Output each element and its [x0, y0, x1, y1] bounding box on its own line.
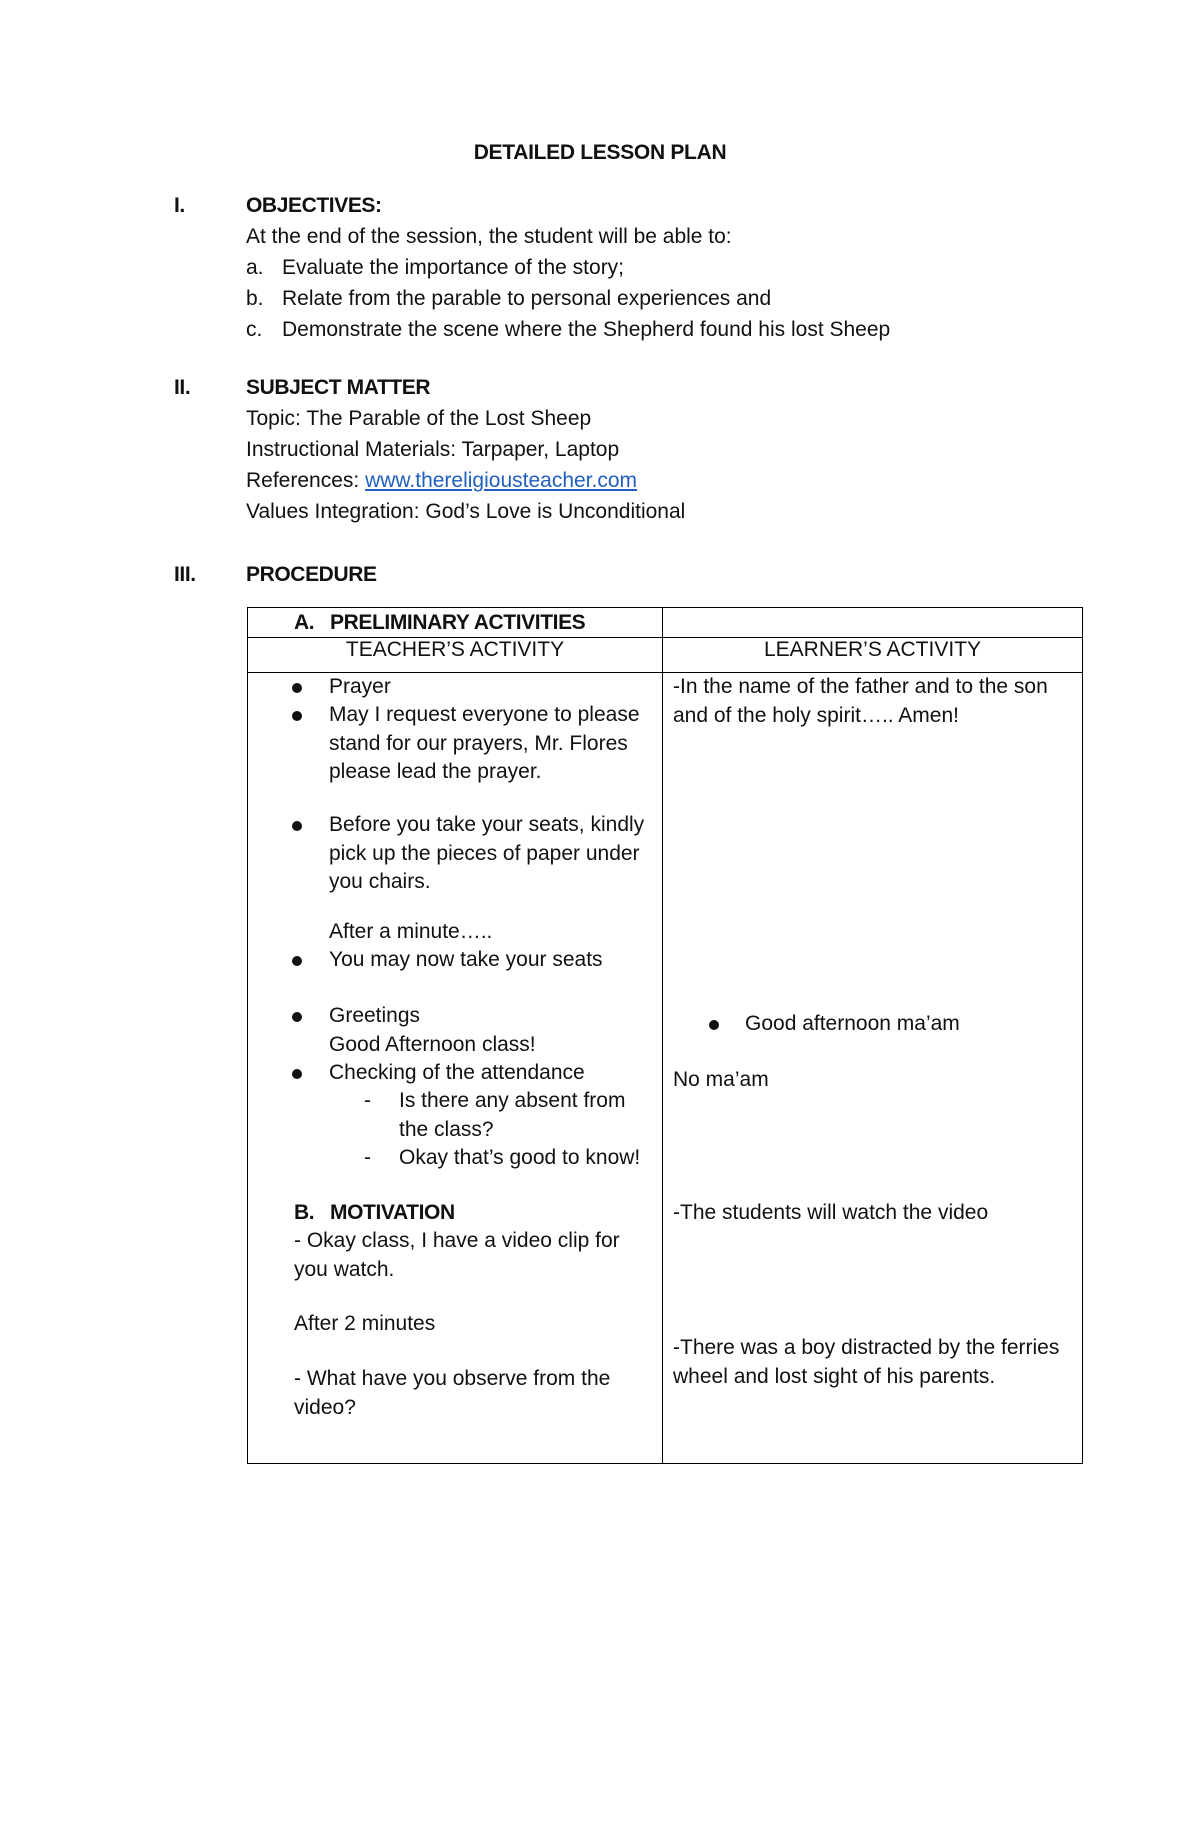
- empty-cell: [663, 608, 1083, 638]
- bullet-icon: [292, 821, 302, 831]
- learner-activity-cell: [663, 673, 1083, 1464]
- objective-item: a. Evaluate the importance of the story;: [246, 256, 625, 279]
- section-a-header: A. PRELIMINARY ACTIVITIES: [248, 608, 663, 638]
- table-row: [248, 673, 1083, 1464]
- bullet-icon: [292, 1069, 302, 1079]
- teacher-after-minute: After a minute…..: [329, 920, 493, 943]
- learner-observation-answer: -There was a boy distracted by the ferries wheel and lost sight of his parents.: [673, 1336, 1060, 1388]
- teacher-after-2-minutes: After 2 minutes: [294, 1312, 436, 1335]
- teacher-observe-question: - What have you observe from the video?: [294, 1367, 611, 1419]
- bullet-icon: [709, 1020, 719, 1030]
- table-row: [248, 608, 1083, 638]
- teacher-prayer: Prayer: [329, 675, 391, 698]
- teacher-request: May I request everyone to please stand for our prayers, Mr. Flores please lead the prayer.: [329, 703, 640, 783]
- learner-watch-video: -The students will watch the video: [673, 1201, 989, 1224]
- bullet-icon: [292, 956, 302, 966]
- section-numeral: III.: [174, 563, 196, 586]
- teacher-good-to-know: Okay that’s good to know!: [399, 1146, 641, 1169]
- teacher-activity-cell: [248, 673, 663, 1464]
- references-link[interactable]: www.thereligiousteacher.com: [365, 469, 638, 492]
- teacher-attendance: Checking of the attendance: [329, 1061, 585, 1084]
- procedure-table: [247, 607, 1083, 1464]
- references-line: References: www.thereligiousteacher.com: [246, 469, 638, 492]
- document-title: DETAILED LESSON PLAN: [473, 141, 727, 164]
- procedure-heading: PROCEDURE: [246, 563, 377, 586]
- teacher-take-seats: You may now take your seats: [329, 948, 603, 971]
- table-row: [248, 638, 1083, 673]
- objectives-heading: OBJECTIVES:: [246, 194, 382, 217]
- objective-item: b. Relate from the parable to personal experiences and: [246, 287, 772, 310]
- objectives-intro: At the end of the session, the student will be able to:: [246, 225, 732, 248]
- motivation-heading: B. MOTIVATION: [294, 1201, 455, 1224]
- learner-prayer-response: -In the name of the father and to the son and of the holy spirit….. Amen!: [673, 675, 1048, 727]
- learner-column-header: LEARNER’S ACTIVITY: [663, 638, 1083, 673]
- dash-marker: -: [364, 1089, 371, 1112]
- teacher-video-clip: - Okay class, I have a video clip for you watch.: [294, 1229, 620, 1281]
- subject-matter-heading: SUBJECT MATTER: [246, 376, 431, 399]
- bullet-icon: [292, 1012, 302, 1022]
- teacher-greetings: Greetings Good Afternoon class!: [329, 1004, 536, 1056]
- objective-item: c. Demonstrate the scene where the Shepherd found his lost Sheep: [246, 318, 891, 341]
- bullet-icon: [292, 711, 302, 721]
- section-numeral: II.: [174, 376, 191, 399]
- learner-no-maam: No ma’am: [673, 1068, 769, 1091]
- materials-line: Instructional Materials: Tarpaper, Laptop: [246, 438, 620, 461]
- procedure-body: [246, 559, 1046, 590]
- objectives-body: [246, 190, 1046, 345]
- dash-marker: -: [364, 1146, 371, 1169]
- teacher-seats-instruction: Before you take your seats, kindly pick up the pieces of paper under you chairs.: [329, 813, 645, 893]
- section-numeral: I.: [174, 194, 185, 217]
- subject-matter-body: [246, 372, 1046, 527]
- bullet-icon: [292, 683, 302, 693]
- teacher-absent-question: Is there any absent from the class?: [399, 1089, 626, 1141]
- values-line: Values Integration: God’s Love is Unconditional: [246, 500, 686, 523]
- learner-good-afternoon: Good afternoon ma’am: [745, 1012, 960, 1035]
- topic-line: Topic: The Parable of the Lost Sheep: [246, 407, 592, 430]
- teacher-column-header: TEACHER’S ACTIVITY: [248, 638, 663, 673]
